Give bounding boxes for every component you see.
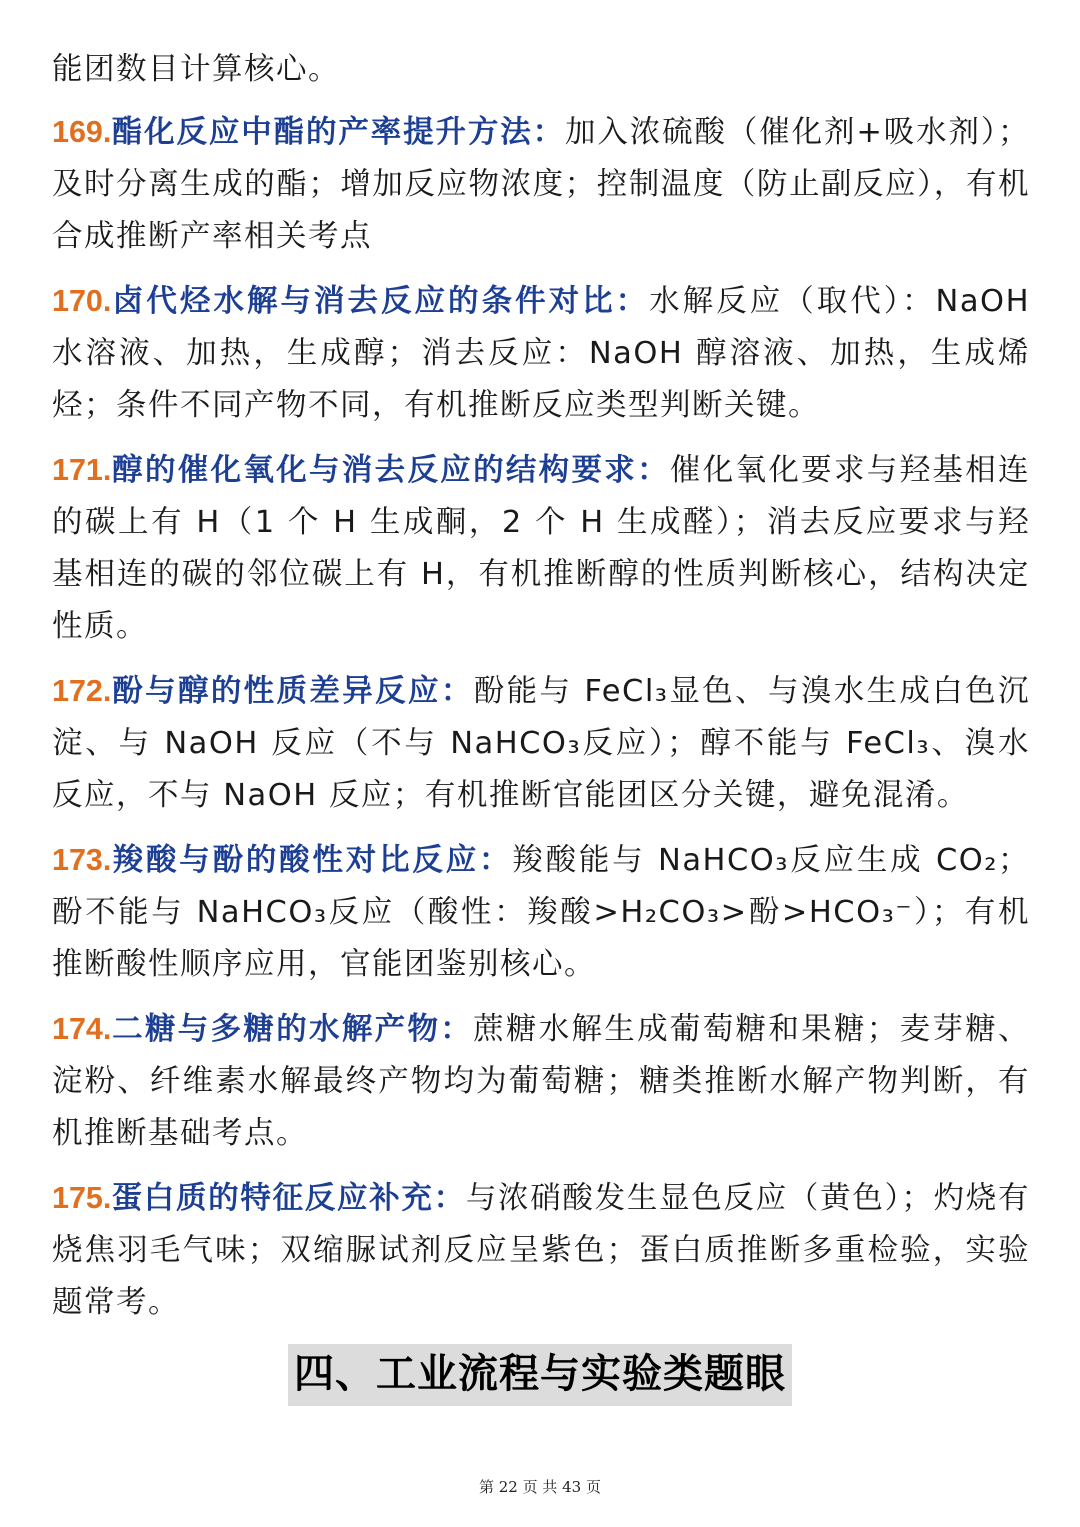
item-body: 与浓硝酸发生显色反应（黄色）；灼烧有烧焦羽毛气味；双缩脲试剂反应呈紫色；蛋白质推断多重检验，实验题常考。 [52, 1181, 1031, 1320]
item-number: 170. [52, 284, 112, 318]
list-item [52, 665, 1030, 822]
item-heading: 酯化反应中酯的产率提升方法： [111, 115, 565, 150]
list-item [52, 106, 1030, 263]
item-body: 加入浓硫酸（催化剂+吸水剂）；及时分离生成的酯；增加反应物浓度；控制温度（防止副反应），有机合成推断产率相关考点 [52, 115, 1030, 254]
item-heading: 二糖与多糖的水解产物： [111, 1012, 474, 1047]
item-number: 171. [52, 453, 112, 487]
list-item [52, 444, 1030, 653]
item-number: 175. [52, 1181, 112, 1215]
item-number: 173. [52, 843, 112, 877]
list-item [52, 1003, 1030, 1160]
item-heading: 羧酸与酚的酸性对比反应： [111, 843, 513, 878]
item-body: 羧酸能与 NaHCO₃反应生成 CO₂；酚不能与 NaHCO₃反应（酸性：羧酸>H₂CO₃>酚>HCO₃⁻）；有机推断酸性顺序应用，官能团鉴别核心。 [52, 843, 1031, 982]
document-body [52, 44, 1030, 1341]
item-body: 催化氧化要求与羟基相连的碳上有 H（1 个 H 生成酮，2 个 H 生成醛）；消去反应要求与羟基相连的碳的邻位碳上有 H，有机推断醇的性质判断核心，结构决定性质。 [52, 453, 1031, 644]
list-item [52, 834, 1030, 991]
item-number: 174. [52, 1012, 112, 1046]
item-body: 酚能与 FeCl₃显色、与溴水生成白色沉淀、与 NaOH 反应（不与 NaHCO₃反应）；醇不能与 FeCl₃、溴水反应，不与 NaOH 反应；有机推断官能团区分关键，避免混淆。 [52, 674, 1030, 813]
intro-tail: 能团数目计算核心。 [52, 52, 340, 87]
list-item [52, 275, 1030, 432]
item-body: 水解反应（取代）：NaOH 水溶液、加热，生成醇；消去反应：NaOH 醇溶液、加热，生成烯烃；条件不同产物不同，有机推断反应类型判断关键。 [52, 284, 1030, 423]
page-footer: 第 22 页 共 43 页 [478, 1478, 601, 1496]
item-body: 蔗糖水解生成葡萄糖和果糖；麦芽糖、淀粉、纤维素水解最终产物均为葡萄糖；糖类推断水解产物判断，有机推断基础考点。 [52, 1012, 1031, 1151]
item-heading: 卤代烃水解与消去反应的条件对比： [111, 284, 650, 319]
item-heading: 醇的催化氧化与消去反应的结构要求： [111, 453, 670, 488]
section-title: 四、工业流程与实验类题眼 [288, 1344, 792, 1406]
section-heading-wrap [0, 1344, 1080, 1406]
item-heading: 酚与醇的性质差异反应： [111, 674, 474, 709]
item-heading: 蛋白质的特征反应补充： [111, 1181, 466, 1216]
item-number: 172. [52, 674, 112, 708]
list-item [52, 1172, 1030, 1329]
item-number: 169. [52, 115, 112, 149]
